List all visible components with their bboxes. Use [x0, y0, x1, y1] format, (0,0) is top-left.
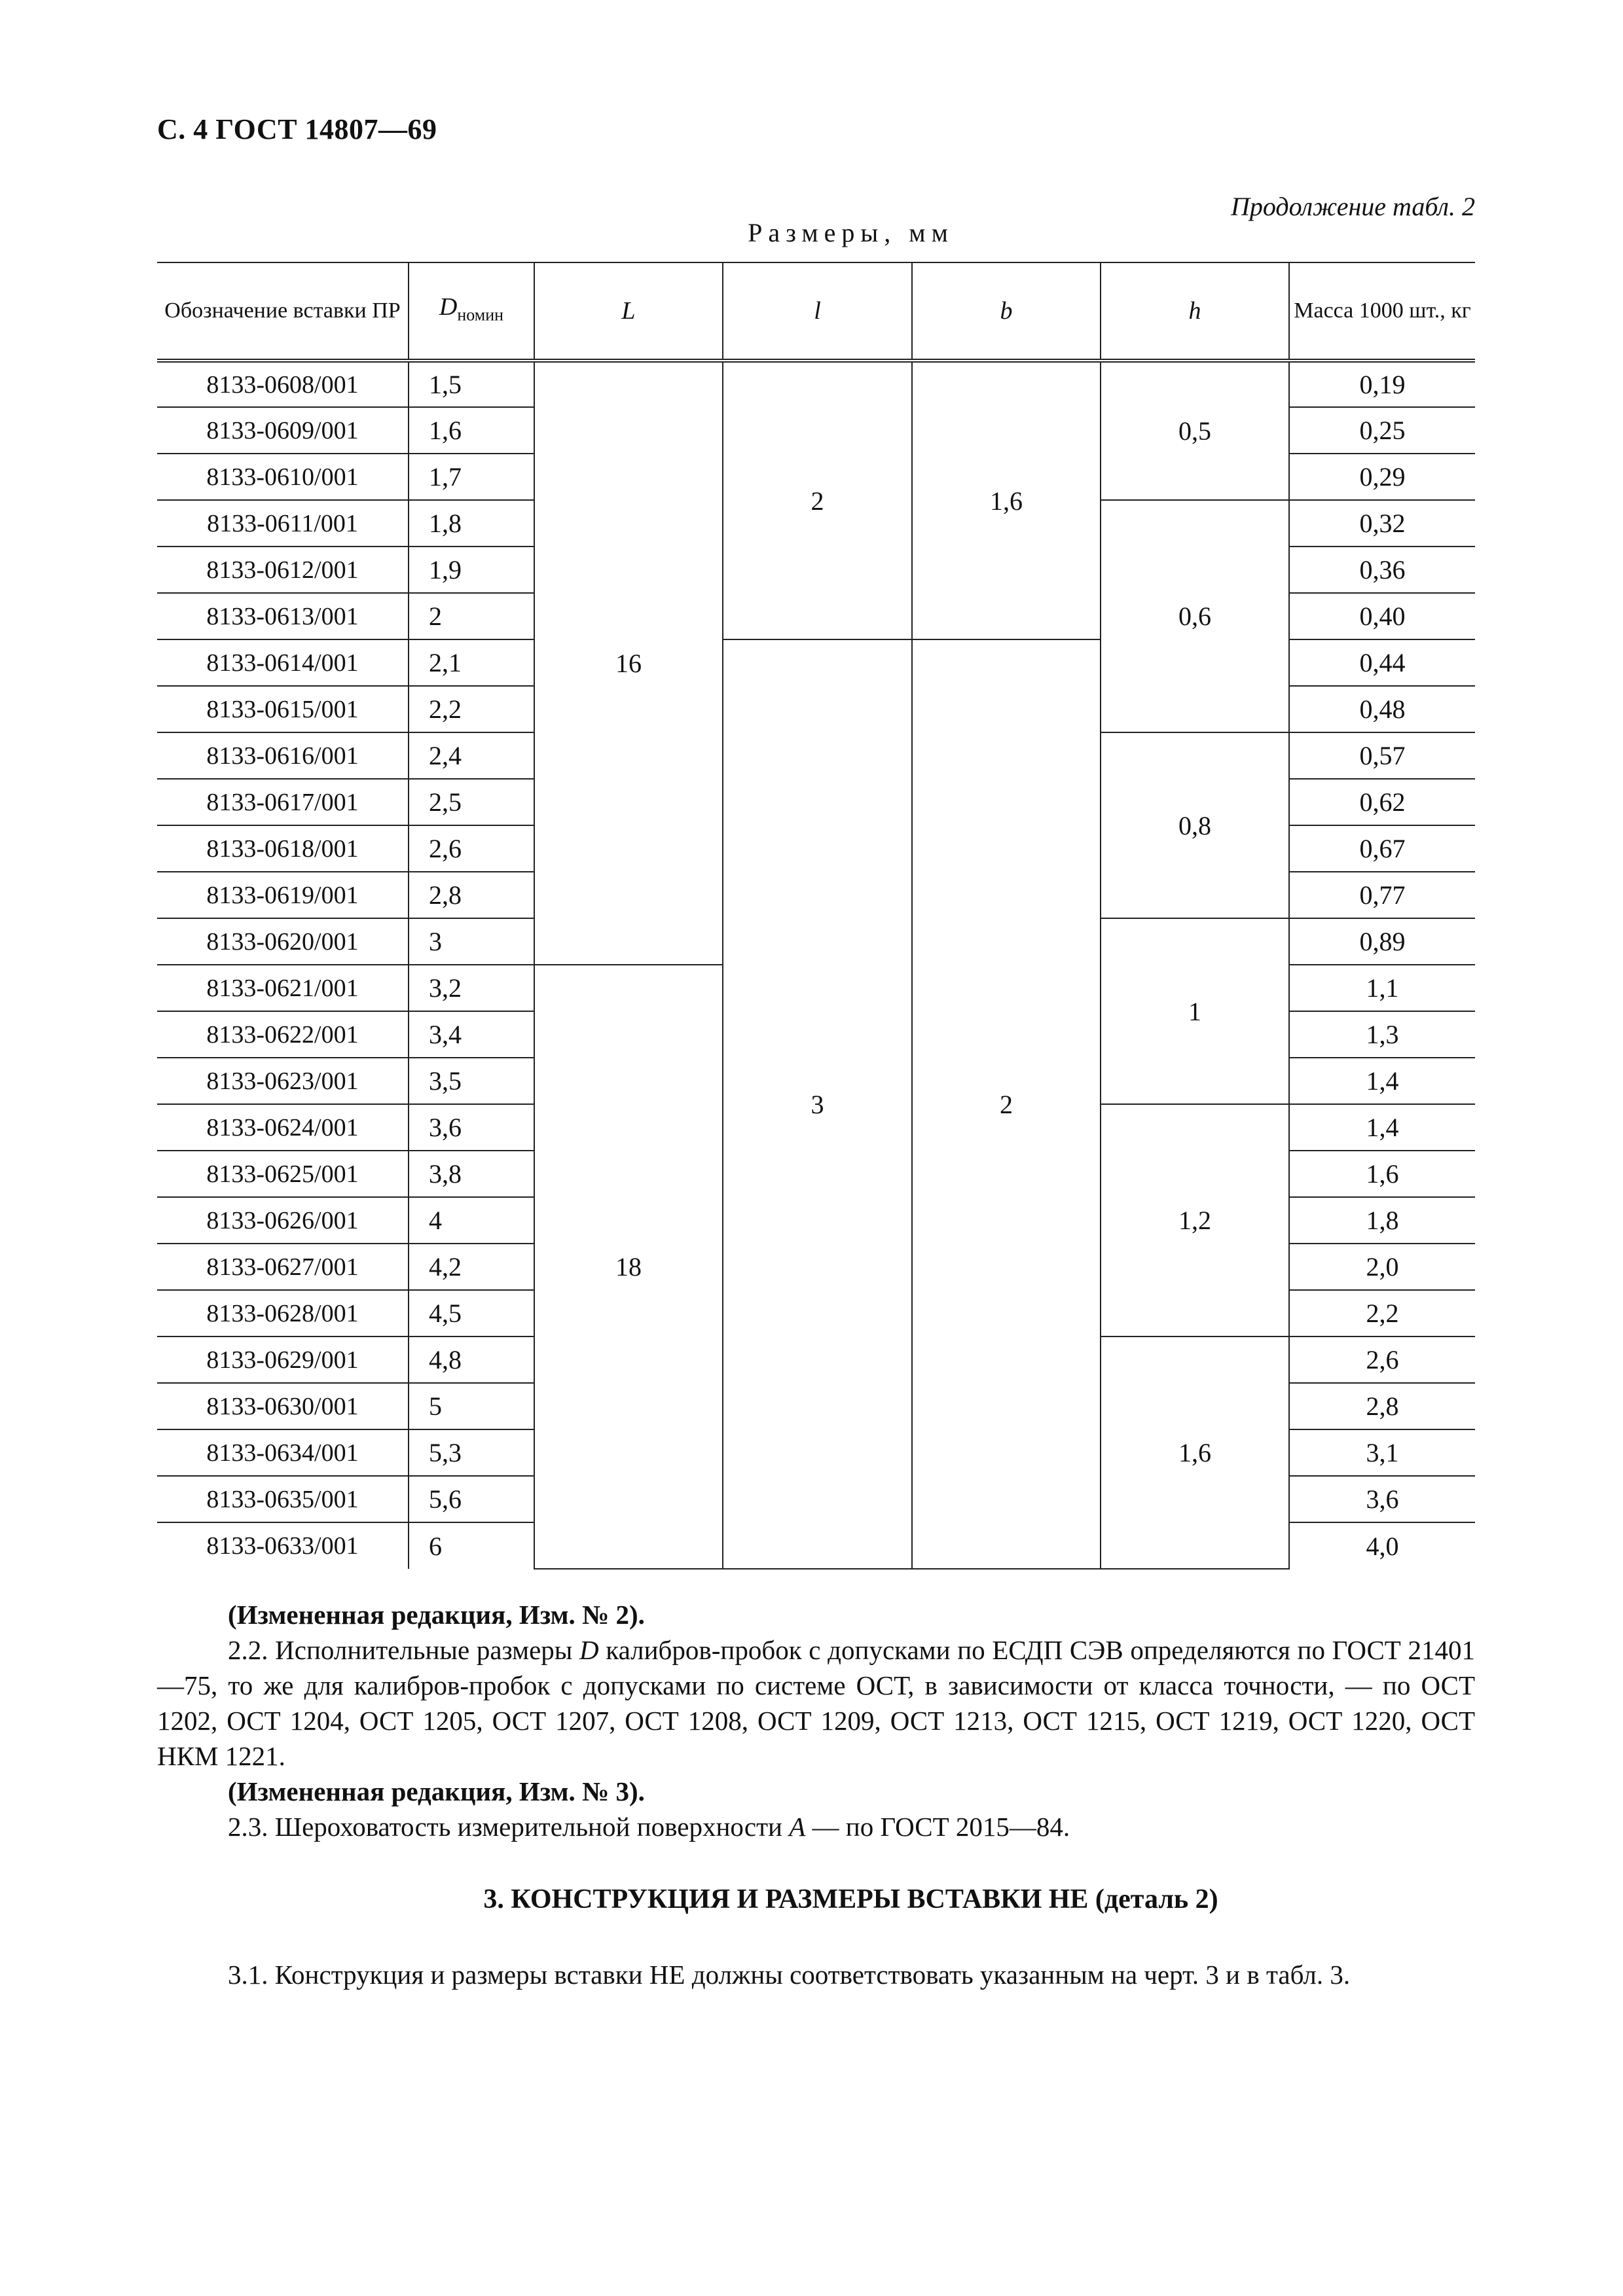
p22-symbol-d: D: [579, 1635, 599, 1665]
p23-symbol-a: А: [789, 1812, 806, 1842]
cell-d-nom: 2,5: [409, 779, 534, 825]
cell-code: 8133-0630/001: [157, 1383, 409, 1429]
col-header-L: L: [534, 262, 723, 361]
cell-d-nom: 1,8: [409, 500, 534, 547]
cell-h: 1: [1101, 918, 1289, 1104]
cell-code: 8133-0628/001: [157, 1290, 409, 1336]
cell-d-nom: 1,7: [409, 454, 534, 500]
cell-code: 8133-0608/001: [157, 361, 409, 407]
cell-code: 8133-0622/001: [157, 1011, 409, 1058]
cell-code: 8133-0625/001: [157, 1151, 409, 1197]
cell-h: 1,6: [1101, 1336, 1289, 1569]
cell-mass: 1,1: [1289, 965, 1475, 1011]
cell-code: 8133-0634/001: [157, 1429, 409, 1476]
cell-mass: 1,4: [1289, 1104, 1475, 1151]
cell-b: 2: [912, 639, 1101, 1569]
cell-d-nom: 6: [409, 1522, 534, 1569]
cell-code: 8133-0623/001: [157, 1058, 409, 1104]
cell-d-nom: 2,1: [409, 639, 534, 686]
cell-l: 3: [723, 639, 912, 1569]
cell-code: 8133-0629/001: [157, 1336, 409, 1383]
cell-code: 8133-0615/001: [157, 686, 409, 732]
cell-mass: 1,6: [1289, 1151, 1475, 1197]
d-symbol: D: [439, 293, 458, 321]
cell-mass: 0,25: [1289, 407, 1475, 454]
cell-b: 1,6: [912, 361, 1101, 639]
cell-d-nom: 2,6: [409, 825, 534, 872]
cell-code: 8133-0620/001: [157, 918, 409, 965]
cell-d-nom: 5,6: [409, 1476, 534, 1522]
cell-mass: 0,40: [1289, 593, 1475, 639]
cell-code: 8133-0616/001: [157, 732, 409, 779]
cell-mass: 0,89: [1289, 918, 1475, 965]
edit-note-2: (Измененная редакция, Изм. № 2).: [228, 1600, 645, 1630]
spec-table: [157, 262, 1475, 1570]
cell-mass: 2,2: [1289, 1290, 1475, 1336]
table-header-row: [157, 262, 1475, 361]
cell-code: 8133-0613/001: [157, 593, 409, 639]
cell-mass: 2,6: [1289, 1336, 1475, 1383]
col-header-l: l: [723, 262, 912, 361]
cell-d-nom: 3,4: [409, 1011, 534, 1058]
edit-note-3: (Измененная редакция, Изм. № 3).: [228, 1776, 645, 1806]
sizes-caption: Размеры, мм: [748, 218, 954, 247]
cell-code: 8133-0619/001: [157, 872, 409, 918]
cell-code: 8133-0611/001: [157, 500, 409, 547]
cell-mass: 3,6: [1289, 1476, 1475, 1522]
cell-code: 8133-0635/001: [157, 1476, 409, 1522]
cell-code: 8133-0618/001: [157, 825, 409, 872]
cell-mass: 0,19: [1289, 361, 1475, 407]
col-header-mass: Масса 1000 шт., кг: [1289, 262, 1475, 361]
d-subscript: номин: [457, 305, 504, 325]
cell-d-nom: 4,8: [409, 1336, 534, 1383]
paragraph-2-3: [157, 1809, 1475, 1844]
cell-d-nom: 2: [409, 593, 534, 639]
page-header: С. 4 ГОСТ 14807—69: [157, 113, 437, 145]
cell-mass: 0,48: [1289, 686, 1475, 732]
section-3-title: 3. КОНСТРУКЦИЯ И РАЗМЕРЫ ВСТАВКИ НЕ (деталь 2): [483, 1884, 1218, 1914]
cell-mass: 4,0: [1289, 1522, 1475, 1569]
cell-d-nom: 1,6: [409, 407, 534, 454]
cell-mass: 1,8: [1289, 1197, 1475, 1244]
cell-l-upper: 18: [534, 965, 723, 1569]
cell-d-nom: 5,3: [409, 1429, 534, 1476]
cell-code: 8133-0614/001: [157, 639, 409, 686]
cell-d-nom: 1,9: [409, 547, 534, 593]
cell-d-nom: 3,8: [409, 1151, 534, 1197]
cell-mass: 0,57: [1289, 732, 1475, 779]
cell-h: 0,5: [1101, 361, 1289, 500]
cell-code: 8133-0609/001: [157, 407, 409, 454]
cell-d-nom: 4,5: [409, 1290, 534, 1336]
cell-mass: 2,8: [1289, 1383, 1475, 1429]
cell-mass: 1,3: [1289, 1011, 1475, 1058]
cell-d-nom: 3,5: [409, 1058, 534, 1104]
cell-code: 8133-0612/001: [157, 547, 409, 593]
cell-code: 8133-0617/001: [157, 779, 409, 825]
paragraph-3-1-block: [157, 1957, 1475, 1992]
cell-code: 8133-0621/001: [157, 965, 409, 1011]
cell-mass: 1,4: [1289, 1058, 1475, 1104]
p23-part-b: — по ГОСТ 2015—84.: [805, 1812, 1070, 1842]
cell-d-nom: 4,2: [409, 1244, 534, 1290]
cell-d-nom: 2,4: [409, 732, 534, 779]
table-continuation-label: Продолжение табл. 2: [1230, 192, 1475, 221]
table-row: [157, 361, 1475, 407]
spec-table-body: [157, 361, 1475, 1569]
cell-code: 8133-0610/001: [157, 454, 409, 500]
paragraph-2-2: [157, 1632, 1475, 1774]
col-header-h: h: [1101, 262, 1289, 361]
cell-mass: 0,44: [1289, 639, 1475, 686]
cell-d-nom: 1,5: [409, 361, 534, 407]
cell-d-nom: 2,2: [409, 686, 534, 732]
cell-mass: 0,32: [1289, 500, 1475, 547]
cell-mass: 0,29: [1289, 454, 1475, 500]
col-header-code: Обозначение вставки ПР: [157, 262, 409, 361]
cell-mass: 2,0: [1289, 1244, 1475, 1290]
paragraph-3-1: 3.1. Конструкция и размеры вставки НЕ должны соответствовать указанным на черт. 3 и в табл. 3.: [228, 1960, 1351, 1990]
cell-d-nom: 3,2: [409, 965, 534, 1011]
cell-l: 2: [723, 361, 912, 639]
p22-part-b: калибров-пробок с допусками по ЕСДП СЭВ определяются по ГОСТ 21401—75, то же для калибров-пробок с допусками по системе ОСТ, в зависимости от класса точности, — по ОСТ 1202, ОСТ 1204, ОСТ 1205, ОСТ 1207, ОСТ 1208, ОСТ 1209, ОСТ 1213, ОСТ 1215, ОСТ 1219, ОСТ 1220, ОСТ НКМ 1221.: [157, 1635, 1475, 1771]
body-text: [157, 1597, 1475, 1844]
cell-h: 0,8: [1101, 732, 1289, 918]
cell-d-nom: 4: [409, 1197, 534, 1244]
cell-mass: 0,77: [1289, 872, 1475, 918]
cell-d-nom: 5: [409, 1383, 534, 1429]
cell-l-upper: 16: [534, 361, 723, 965]
col-header-d-nom: [409, 262, 534, 361]
cell-d-nom: 3: [409, 918, 534, 965]
cell-code: 8133-0624/001: [157, 1104, 409, 1151]
cell-mass: 0,36: [1289, 547, 1475, 593]
cell-code: 8133-0627/001: [157, 1244, 409, 1290]
cell-d-nom: 3,6: [409, 1104, 534, 1151]
p23-part-a: 2.3. Шероховатость измерительной поверхности: [228, 1812, 790, 1842]
cell-mass: 0,67: [1289, 825, 1475, 872]
col-header-b: b: [912, 262, 1101, 361]
p22-part-a: 2.2. Исполнительные размеры: [228, 1635, 580, 1665]
cell-h: 0,6: [1101, 500, 1289, 732]
cell-mass: 3,1: [1289, 1429, 1475, 1476]
cell-code: 8133-0626/001: [157, 1197, 409, 1244]
cell-code: 8133-0633/001: [157, 1522, 409, 1569]
cell-d-nom: 2,8: [409, 872, 534, 918]
cell-h: 1,2: [1101, 1104, 1289, 1336]
cell-mass: 0,62: [1289, 779, 1475, 825]
